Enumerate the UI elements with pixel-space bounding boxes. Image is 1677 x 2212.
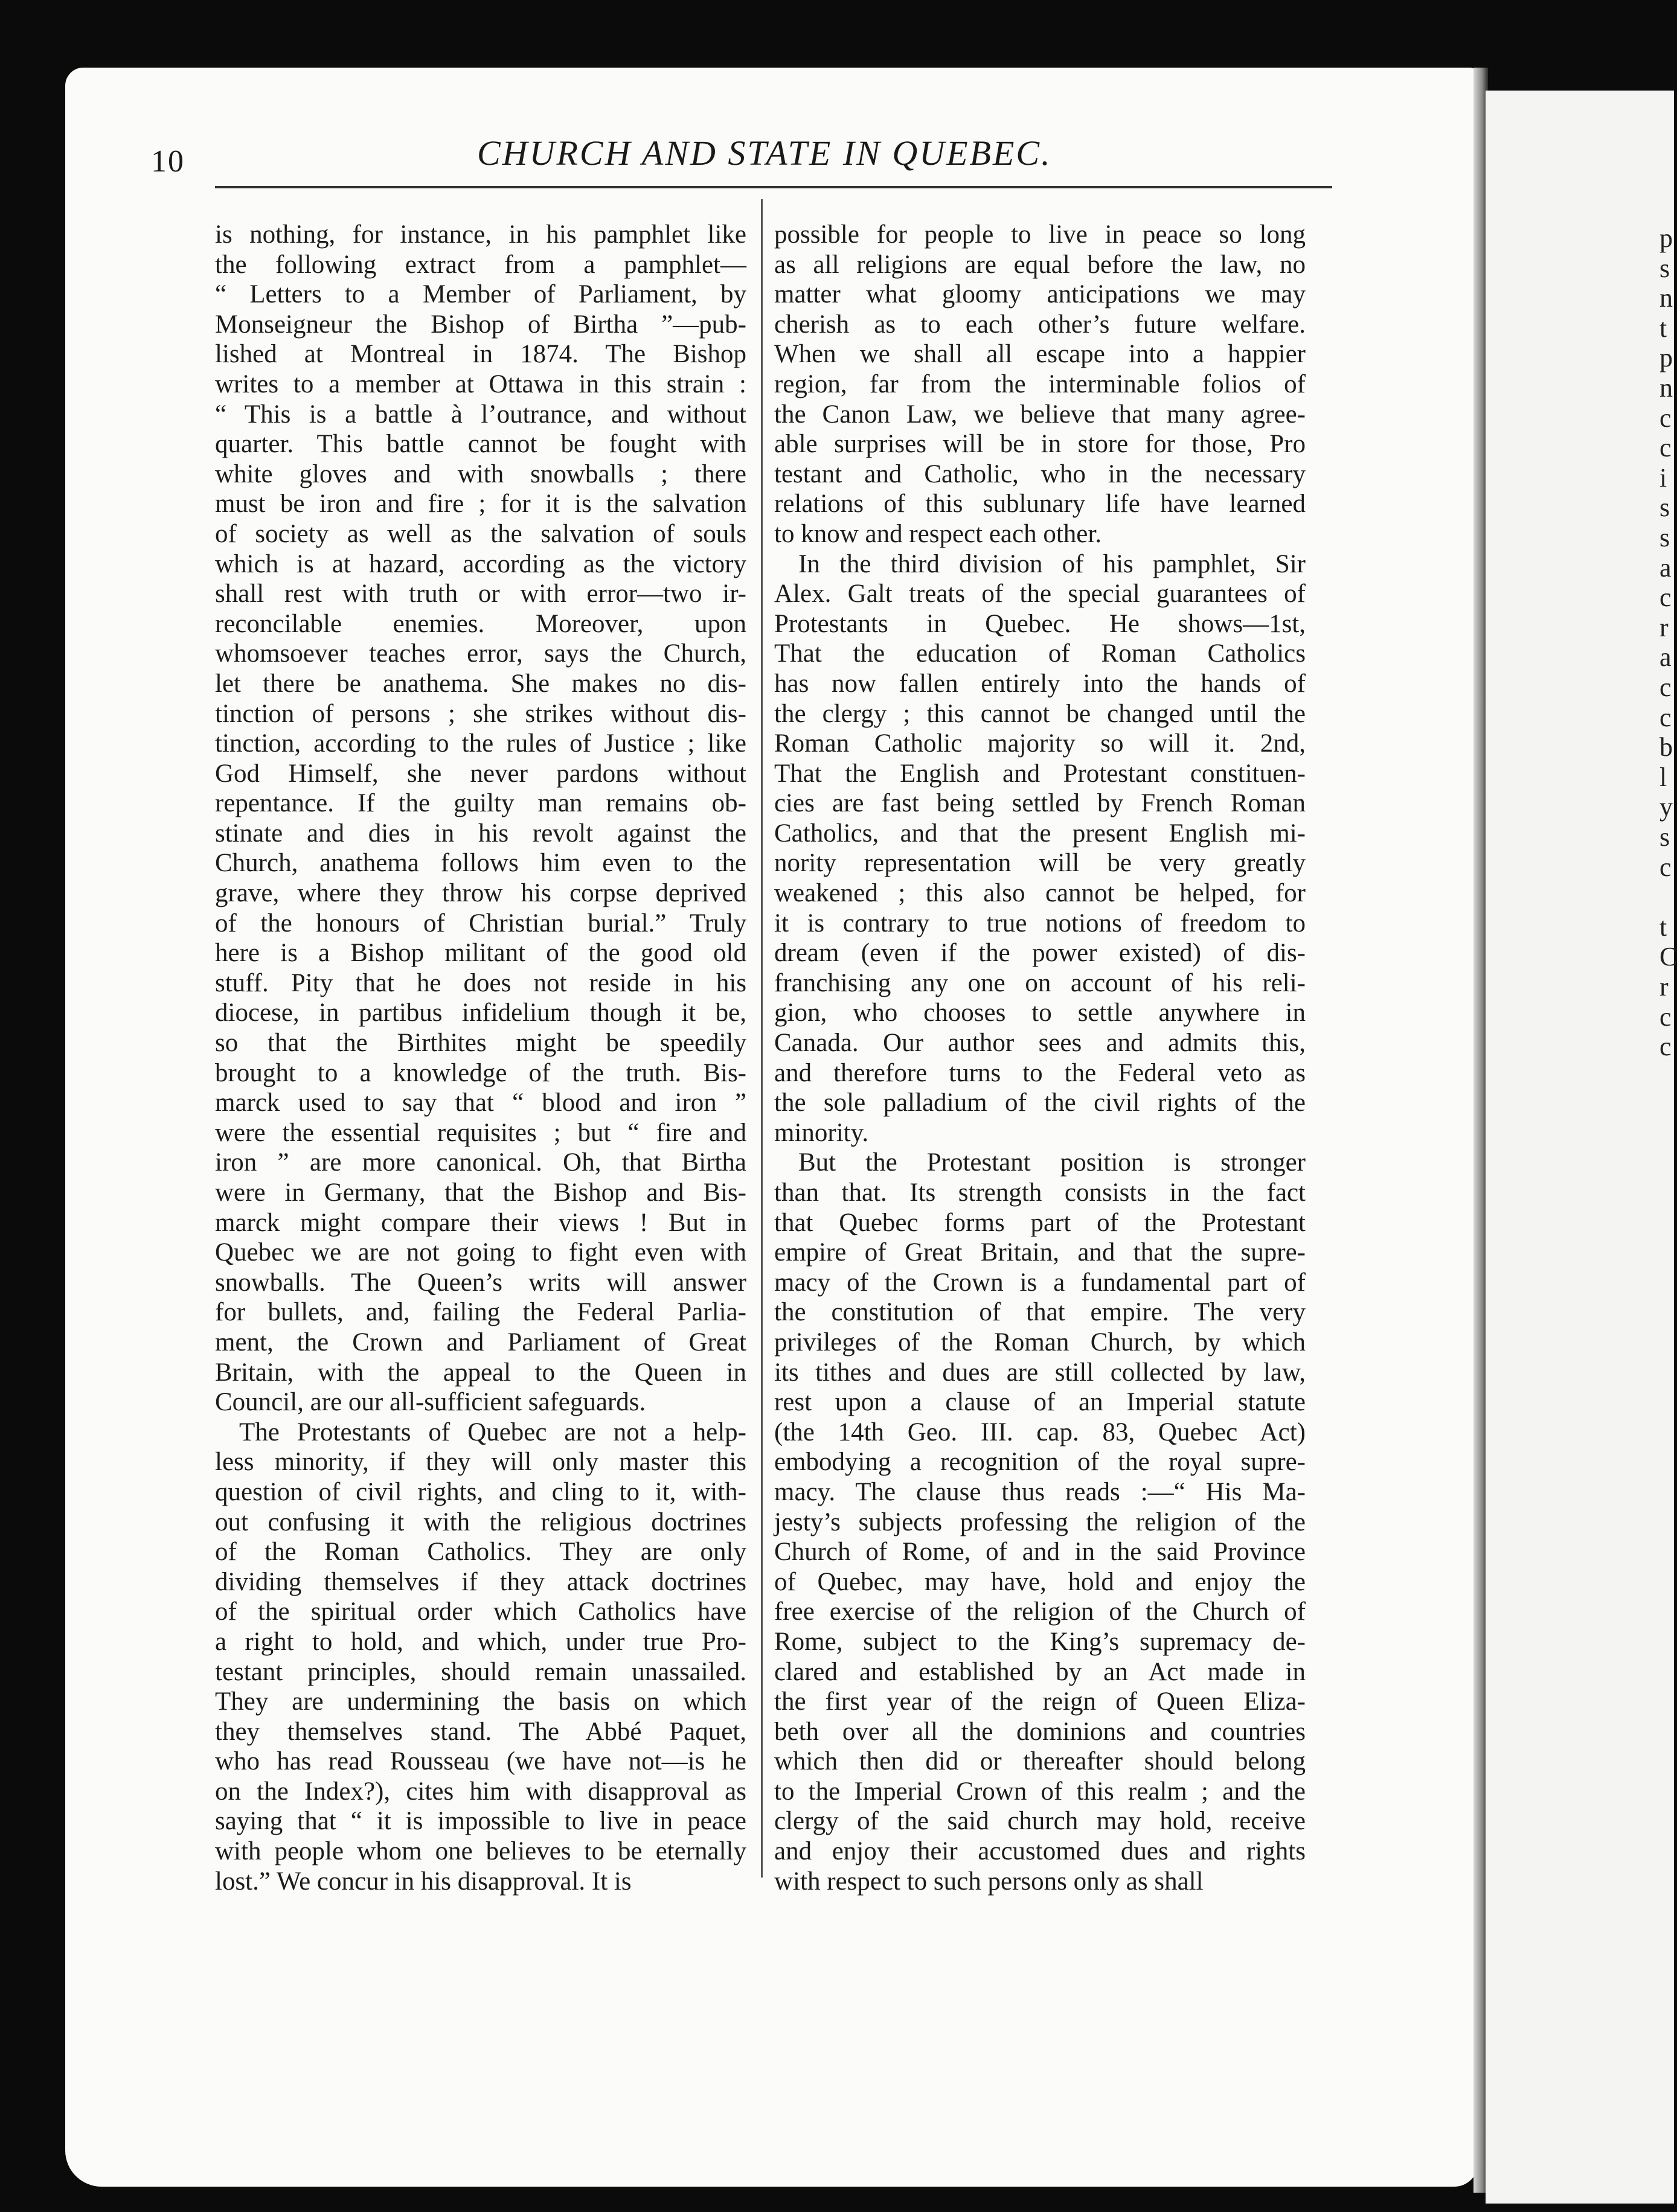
text-line: cies are fast being settled by French Roman xyxy=(774,789,1306,818)
text-line: ment, the Crown and Parliament of Great xyxy=(215,1328,746,1357)
text-line: Quebec we are not going to fight even with xyxy=(215,1238,746,1267)
text-line: cherish as to each other’s future welfare. xyxy=(774,310,1306,339)
text-line: clared and established by an Act made in xyxy=(774,1657,1306,1686)
text-line: of the honours of Christian burial.” Truly xyxy=(215,909,746,938)
text-line: embodying a recognition of the royal supre- xyxy=(774,1448,1306,1477)
running-title: CHURCH AND STATE IN QUEBEC. xyxy=(477,133,1052,173)
text-line: the first year of the reign of Queen Eliza- xyxy=(774,1687,1306,1716)
text-line: That the English and Protestant constituen- xyxy=(774,759,1306,788)
text-line: God Himself, she never pardons without xyxy=(215,759,746,788)
text-line: They are undermining the basis on which xyxy=(215,1687,746,1716)
facing-page-edge xyxy=(1486,91,1674,2204)
header-rule xyxy=(215,186,1332,188)
facing-page-letter: p xyxy=(1659,343,1673,373)
text-line: here is a Bishop militant of the good old xyxy=(215,939,746,968)
facing-page-letter: l xyxy=(1659,762,1667,792)
text-line: “ This is a battle à l’outrance, and without xyxy=(215,400,746,429)
left-column xyxy=(215,220,746,1896)
text-line: who has read Rousseau (we have not—is he xyxy=(215,1747,746,1776)
text-line: were in Germany, that the Bishop and Bis- xyxy=(215,1178,746,1207)
text-line: to know and respect each other. xyxy=(774,519,1102,548)
facing-page-letter: c xyxy=(1659,403,1672,433)
right-column xyxy=(774,220,1306,1896)
facing-page-letter: a xyxy=(1659,552,1672,583)
text-line: empire of Great Britain, and that the supre- xyxy=(774,1238,1306,1267)
facing-page-letter: s xyxy=(1659,822,1670,852)
facing-page-letter: a xyxy=(1659,642,1672,673)
text-line: as all religions are equal before the law, no xyxy=(774,250,1306,279)
text-line: the Canon Law, we believe that many agree- xyxy=(774,400,1306,429)
text-line: and therefore turns to the Federal veto as xyxy=(774,1058,1306,1087)
text-line: testant and Catholic, who in the necessary xyxy=(774,459,1306,488)
text-line: than that. Its strength consists in the fact xyxy=(774,1178,1306,1207)
text-line: reconcilable enemies. Moreover, upon xyxy=(215,609,746,638)
text-line: question of civil rights, and cling to it, with- xyxy=(215,1477,746,1506)
text-line: for bullets, and, failing the Federal Parlia- xyxy=(215,1298,746,1327)
text-line: able surprises will be in store for those, Pro xyxy=(774,430,1306,459)
text-line: region, far from the interminable folios of xyxy=(774,369,1306,398)
text-line: to the Imperial Crown of this realm ; and the xyxy=(774,1777,1306,1806)
text-line: When we shall all escape into a happier xyxy=(774,340,1306,369)
facing-page-letter: i xyxy=(1659,462,1667,493)
text-line: out confusing it with the religious doctrines xyxy=(215,1507,746,1536)
facing-page-letter: r xyxy=(1659,972,1669,1002)
facing-page-letter: t xyxy=(1659,313,1667,343)
text-line: That the education of Roman Catholics xyxy=(774,639,1306,668)
text-line: less minority, if they will only master this xyxy=(215,1448,746,1477)
text-line: “ Letters to a Member of Parliament, by xyxy=(215,280,746,309)
text-line: marck used to say that “ blood and iron ” xyxy=(215,1088,746,1117)
column-divider xyxy=(761,199,763,1878)
text-line: Church, anathema follows him even to the xyxy=(215,849,746,878)
text-line: free exercise of the religion of the Church of xyxy=(774,1597,1306,1626)
text-line: let there be anathema. She makes no dis- xyxy=(215,669,746,698)
text-line: writes to a member at Ottawa in this strain : xyxy=(215,369,746,398)
text-line: on the Index?), cites him with disapproval as xyxy=(215,1777,746,1806)
text-line: In the third division of his pamphlet, Sir xyxy=(798,549,1306,578)
text-line: the following extract from a pamphlet— xyxy=(215,250,746,279)
text-line: quarter. This battle cannot be fought with xyxy=(215,430,746,459)
facing-page-letter: c xyxy=(1659,673,1672,702)
text-line: marck might compare their views ! But in xyxy=(215,1208,746,1237)
text-line: grave, where they throw his corpse deprived xyxy=(215,879,746,908)
page-number: 10 xyxy=(151,144,185,179)
text-line: matter what gloomy anticipations we may xyxy=(774,280,1306,309)
text-line: weakened ; this also cannot be helped, for xyxy=(774,879,1306,908)
facing-page-letter: c xyxy=(1659,702,1672,732)
facing-page-letter: n xyxy=(1659,373,1673,403)
text-line: white gloves and with snowballs ; there xyxy=(215,459,746,488)
text-line: a right to hold, and which, under true Pro- xyxy=(215,1627,746,1656)
text-line: Alex. Galt treats of the special guarantees of xyxy=(774,580,1306,609)
text-line: has now fallen entirely into the hands of xyxy=(774,669,1306,698)
text-line: rest upon a clause of an Imperial statute xyxy=(774,1388,1306,1417)
text-line: is nothing, for instance, in his pamphlet like xyxy=(215,220,746,249)
facing-page-letter: c xyxy=(1659,583,1672,613)
text-line: saying that “ it is impossible to live in peace xyxy=(215,1807,746,1836)
text-line: testant principles, should remain unassailed. xyxy=(215,1657,746,1686)
text-line: with people whom one believes to be eternally xyxy=(215,1837,746,1866)
text-line: it is contrary to true notions of freedom to xyxy=(774,909,1306,938)
text-line: shall rest with truth or with error—two ir- xyxy=(215,580,746,609)
text-line: repentance. If the guilty man remains ob- xyxy=(215,789,746,818)
text-line: stuff. Pity that he does not reside in his xyxy=(215,968,746,997)
text-line: tinction, according to the rules of Justice ; like xyxy=(215,729,746,758)
text-line: with respect to such persons only as shall xyxy=(774,1867,1204,1896)
text-line: its tithes and dues are still collected by law, xyxy=(774,1358,1306,1387)
facing-page-letter: c xyxy=(1659,852,1672,882)
text-line: tinction of persons ; she strikes without dis- xyxy=(215,699,746,728)
text-line: snowballs. The Queen’s writs will answer xyxy=(215,1268,746,1297)
facing-page-letter: c xyxy=(1659,1032,1672,1062)
facing-page-letter: s xyxy=(1659,253,1670,283)
text-line: so that the Birthites might be speedily xyxy=(215,1029,746,1058)
text-line: Church of Rome, of and in the said Province xyxy=(774,1538,1306,1567)
text-line: Catholics, and that the present English mi- xyxy=(774,819,1306,848)
text-line: of the Roman Catholics. They are only xyxy=(215,1538,746,1567)
text-line: and enjoy their accustomed dues and rights xyxy=(774,1837,1306,1866)
text-line: of Quebec, may have, hold and enjoy the xyxy=(774,1567,1306,1596)
text-line: Roman Catholic majority so will it. 2nd, xyxy=(774,729,1306,758)
text-line: that Quebec forms part of the Protestant xyxy=(774,1208,1306,1237)
text-line: whomsoever teaches error, says the Church, xyxy=(215,639,746,668)
facing-page-letter: s xyxy=(1659,523,1670,552)
facing-page-letter: p xyxy=(1659,223,1673,253)
text-line: of society as well as the salvation of souls xyxy=(215,519,746,548)
text-line: Monseigneur the Bishop of Birtha ”—pub- xyxy=(215,310,746,339)
facing-page-letter: b xyxy=(1659,732,1673,762)
text-line: were the essential requisites ; but “ fire and xyxy=(215,1118,746,1147)
text-line: jesty’s subjects professing the religion of the xyxy=(774,1507,1306,1536)
facing-page-letter: c xyxy=(1659,433,1672,463)
text-line: beth over all the dominions and countries xyxy=(774,1717,1306,1746)
facing-page-letter: t xyxy=(1659,912,1667,942)
text-line: dream (even if the power existed) of dis- xyxy=(774,939,1306,968)
text-line: diocese, in partibus infidelium though it be, xyxy=(215,999,746,1028)
facing-page-letter: r xyxy=(1659,612,1669,642)
facing-page-letter: C xyxy=(1659,942,1677,972)
text-line: Canada. Our author sees and admits this, xyxy=(774,1029,1306,1058)
text-line: macy of the Crown is a fundamental part of xyxy=(774,1268,1306,1297)
text-line: nority representation will be very greatly xyxy=(774,849,1306,878)
text-line: iron ” are more canonical. Oh, that Birtha xyxy=(215,1148,746,1177)
text-line: Rome, subject to the King’s supremacy de- xyxy=(774,1627,1306,1656)
text-line: privileges of the Roman Church, by which xyxy=(774,1328,1306,1357)
text-line: minority. xyxy=(774,1118,869,1147)
text-line: dividing themselves if they attack doctrines xyxy=(215,1567,746,1596)
text-line: the constitution of that empire. The very xyxy=(774,1298,1306,1327)
text-line: Britain, with the appeal to the Queen in xyxy=(215,1358,746,1387)
text-line: franchising any one on account of his reli- xyxy=(774,968,1306,997)
text-line: possible for people to live in peace so long xyxy=(774,220,1306,249)
text-line: brought to a knowledge of the truth. Bis- xyxy=(215,1058,746,1087)
text-line: The Protestants of Quebec are not a help- xyxy=(239,1418,746,1446)
text-line: which then did or thereafter should belong xyxy=(774,1747,1306,1776)
text-line: relations of this sublunary life have learned xyxy=(774,490,1306,519)
facing-page-letter: n xyxy=(1659,283,1673,313)
text-line: the sole palladium of the civil rights of the xyxy=(774,1088,1306,1117)
text-line: But the Protestant position is stronger xyxy=(798,1148,1306,1177)
facing-page-letter: c xyxy=(1659,1002,1672,1032)
text-line: Protestants in Quebec. He shows—1st, xyxy=(774,609,1306,638)
text-line: gion, who chooses to settle anywhere in xyxy=(774,999,1306,1028)
text-line: lished at Montreal in 1874. The Bishop xyxy=(215,340,746,369)
text-line: which is at hazard, according as the victory xyxy=(215,549,746,578)
text-line: lost.” We concur in his disapproval. It is xyxy=(215,1867,632,1896)
text-line: macy. The clause thus reads :—“ His Ma- xyxy=(774,1477,1306,1506)
text-line: Council, are our all-sufficient safeguards. xyxy=(215,1388,646,1417)
text-line: must be iron and fire ; for it is the salvation xyxy=(215,490,746,519)
text-line: clergy of the said church may hold, receive xyxy=(774,1807,1306,1836)
text-line: stinate and dies in his revolt against the xyxy=(215,819,746,848)
text-line: the clergy ; this cannot be changed until the xyxy=(774,699,1306,728)
facing-page-letter: s xyxy=(1659,493,1670,523)
text-line: they themselves stand. The Abbé Paquet, xyxy=(215,1717,746,1746)
facing-page-letter: y xyxy=(1659,792,1673,822)
text-line: of the spiritual order which Catholics have xyxy=(215,1597,746,1626)
text-line: (the 14th Geo. III. cap. 83, Quebec Act) xyxy=(774,1418,1306,1446)
